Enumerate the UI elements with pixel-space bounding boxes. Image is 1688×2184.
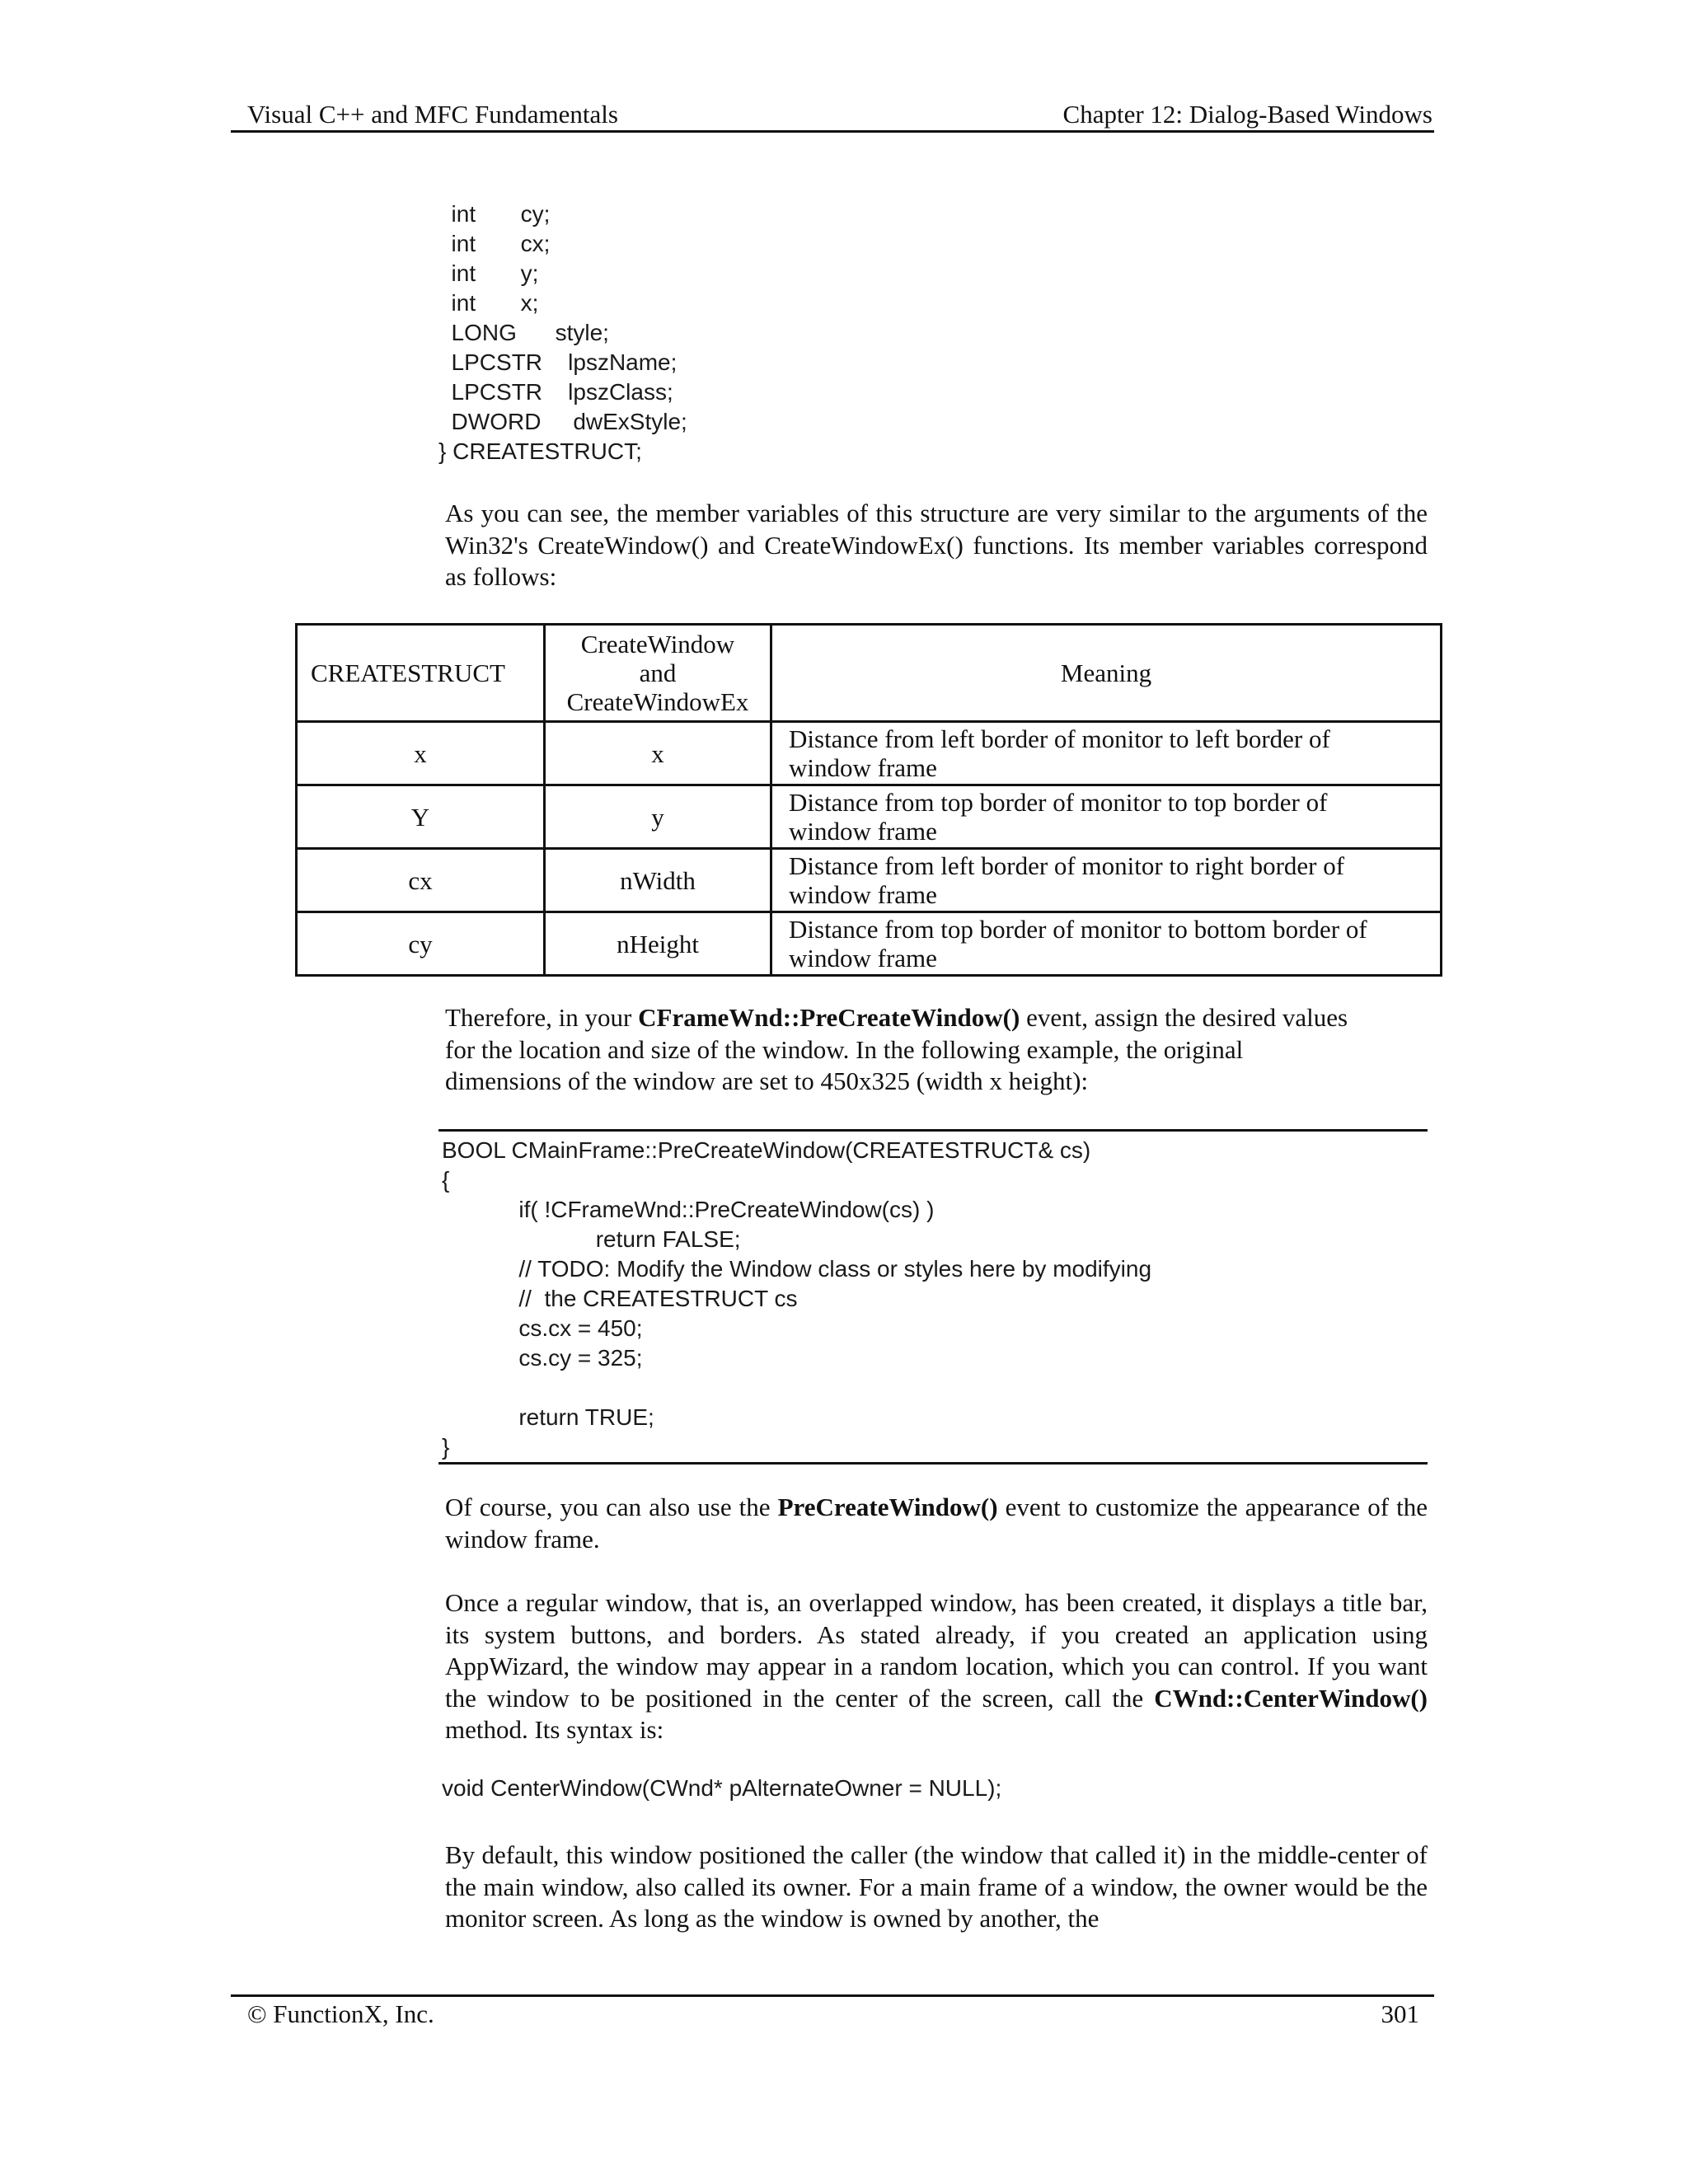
code-line: } CREATESTRUCT; bbox=[438, 438, 642, 464]
code-line: if( !CFrameWnd::PreCreateWindow(cs) ) bbox=[442, 1197, 935, 1222]
centerwindow-syntax: void CenterWindow(CWnd* pAlternateOwner = NULL); bbox=[442, 1775, 1002, 1801]
code-line: int y; bbox=[438, 260, 539, 286]
bold-method-name: CWnd::CenterWindow() bbox=[1154, 1683, 1428, 1713]
table-row bbox=[297, 849, 1442, 912]
intro-paragraph: As you can see, the member variables of this structure are very similar to the arguments of the Win32's CreateWindow() and CreateWindowEx() functions. Its member variables correspond as follows: bbox=[445, 499, 1428, 591]
code-line: return FALSE; bbox=[442, 1226, 741, 1252]
page-number: 301 bbox=[1381, 1999, 1419, 2028]
header-meaning: Meaning bbox=[771, 625, 1442, 722]
code-top-rule bbox=[438, 1129, 1428, 1132]
bold-method-name: CFrameWnd::PreCreateWindow() bbox=[638, 1003, 1020, 1032]
cell-meaning: Distance from left border of monitor to left border of window frame bbox=[771, 722, 1442, 785]
once-paragraph: Once a regular window, that is, an overlapped window, has been created, it displays a title bar, its system buttons, and borders. As stated already, if you created an application using AppWizard, the window may appear in a random location, which you can control. If you want the window to be positioned in the center of the screen, call the CWnd::CenterWindow() method. Its syntax is: bbox=[445, 1588, 1428, 1744]
of-course-paragraph: Of course, you can also use the PreCreateWindow() event to customize the appearance of the window frame. bbox=[445, 1493, 1428, 1554]
code-line: LONG style; bbox=[438, 320, 609, 345]
cell-createwindow: x bbox=[545, 722, 771, 785]
header-rule bbox=[231, 130, 1434, 133]
code-line: // TODO: Modify the Window class or styles here by modifying bbox=[442, 1256, 1152, 1282]
code-line: BOOL CMainFrame::PreCreateWindow(CREATESTRUCT& cs) bbox=[442, 1137, 1091, 1163]
footer-rule bbox=[231, 1994, 1434, 1997]
code-line: { bbox=[442, 1167, 450, 1193]
cell-createstruct: cx bbox=[297, 849, 545, 912]
code-line: int cy; bbox=[438, 201, 551, 227]
code-line: int cx; bbox=[438, 231, 551, 256]
table-row bbox=[297, 785, 1442, 849]
code-line: DWORD dwExStyle; bbox=[438, 409, 687, 434]
code-line: } bbox=[442, 1434, 450, 1460]
cell-createwindow: nWidth bbox=[545, 849, 771, 912]
table-row bbox=[297, 912, 1442, 976]
createstruct-code bbox=[438, 199, 687, 466]
table-row bbox=[297, 722, 1442, 785]
code-line: LPCSTR lpszClass; bbox=[438, 379, 673, 405]
cell-meaning: Distance from top border of monitor to top border of window frame bbox=[771, 785, 1442, 849]
code-bottom-rule bbox=[438, 1462, 1428, 1465]
cell-meaning: Distance from top border of monitor to bottom border of window frame bbox=[771, 912, 1442, 976]
footer-copyright: © FunctionX, Inc. bbox=[247, 1999, 434, 2028]
code-line: return TRUE; bbox=[442, 1404, 654, 1430]
therefore-paragraph: Therefore, in your CFrameWnd::PreCreateWindow() event, assign the desired values for the location and size of the window. In the following example, the original dimensions of the window are set to 450x325 (width x height): bbox=[445, 1003, 1348, 1095]
createstruct-mapping-table bbox=[295, 623, 1442, 977]
cell-meaning: Distance from left border of monitor to right border of window frame bbox=[771, 849, 1442, 912]
cell-createstruct: cy bbox=[297, 912, 545, 976]
cell-createstruct: x bbox=[297, 722, 545, 785]
cell-createwindow: nHeight bbox=[545, 912, 771, 976]
code-line: // the CREATESTRUCT cs bbox=[442, 1286, 798, 1311]
header-createstruct: CREATESTRUCT bbox=[297, 625, 545, 722]
table-header-row bbox=[297, 625, 1442, 722]
header-createwindow: CreateWindow and CreateWindowEx bbox=[545, 625, 771, 722]
precreatewindow-code bbox=[442, 1136, 1151, 1462]
cell-createwindow: y bbox=[545, 785, 771, 849]
code-line: LPCSTR lpszName; bbox=[438, 349, 678, 375]
code-line: cs.cy = 325; bbox=[442, 1345, 643, 1371]
running-header-right: Chapter 12: Dialog-Based Windows bbox=[1062, 100, 1432, 129]
cell-createstruct: Y bbox=[297, 785, 545, 849]
bold-method-name: PreCreateWindow() bbox=[777, 1493, 998, 1521]
code-line: cs.cx = 450; bbox=[442, 1315, 643, 1341]
code-line: int x; bbox=[438, 290, 539, 316]
running-header-left: Visual C++ and MFC Fundamentals bbox=[247, 100, 618, 129]
by-default-paragraph: By default, this window positioned the caller (the window that called it) in the middle-center of the main window, also called its owner. For a main frame of a window, the owner would be the monitor screen. As long as the window is owned by another, the bbox=[445, 1840, 1428, 1933]
